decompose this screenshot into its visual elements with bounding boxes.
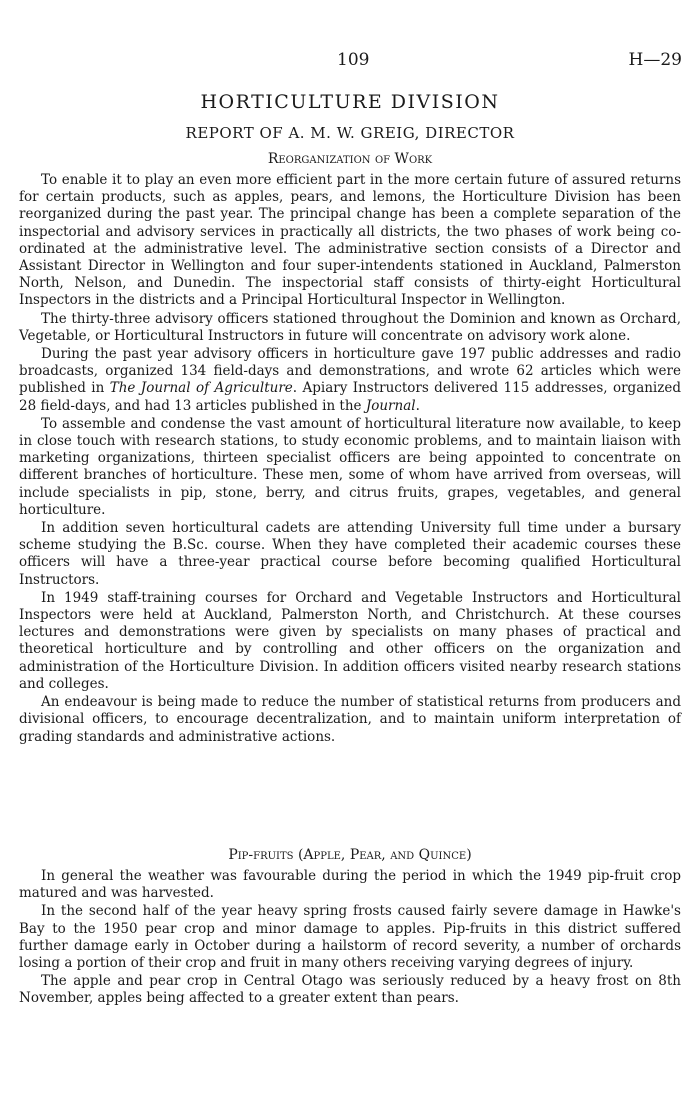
journal-title: The Journal of Agriculture (109, 380, 293, 397)
paragraph: In general the weather was favourable during the period in which the 1949 pip-fruit crop matured and was harvested. (19, 868, 681, 902)
report-subtitle: REPORT OF A. M. W. GREIG, DIRECTOR (185, 124, 515, 142)
paragraph: The apple and pear crop in Central Otago was seriously reduced by a heavy frost on 8th November, apples being affected to a greater extent than pears. (19, 973, 681, 1007)
paragraph: To enable it to play an even more efficient part in the more certain future of assured returns for certain products, such as apples, pears, and lemons, the Horticulture Division has been reorganized during the past year. The principal change has been a complete separation of the inspectorial and advisory services in practically all districts, the two phases of work being co-ordinated at the administrative level. The administrative section consists of a Director and Assistant Director in Wellington and four super-intendents stationed in Auckland, Palmerston North, Nelson, and Dunedin. The inspectorial staff consists of thirty-eight Horticultural Inspectors in the districts and a Principal Horticultural Inspector in Wellington. (19, 172, 681, 309)
section-heading-reorganization: Reorganization of Work (267, 151, 433, 167)
page-header (0, 50, 700, 74)
paragraph: In the second half of the year heavy spring frosts caused fairly severe damage in Hawke's Bay to the 1950 pear crop and minor damage to apples. Pip-fruits in this district suffered further damage early in October during a hailstorm of record severity, a number of orchards losing a portion of their crop and fruit in many others receiving varying degrees of injury. (19, 903, 681, 972)
paragraph: The thirty-three advisory officers stationed throughout the Dominion and known as Orchard, Vegetable, or Horticultural Instructors in future will concentrate on advisory work alone. (19, 310, 681, 344)
paragraph: To assemble and condense the vast amount of horticultural literature now available, to keep in close touch with research stations, to study economic problems, and to maintain liaison with marketing organizations, thirteen specialist officers are being appointed to concentrate on different branches of horticulture. These men, some of whom have arrived from overseas, will include specialists in pip, stone, berry, and citrus fruits, grapes, vegetables, and general horticulture. (19, 415, 681, 518)
division-title: HORTICULTURE DIVISION (200, 91, 500, 113)
paragraph: In 1949 staff-training courses for Orchard and Vegetable Instructors and Horticultural Inspectors were held at Auckland, Palmerston North, and Christchurch. At these courses lectures and demonstrations were given by specialists on many phases of practical and theoretical horticulture and by controlling and other officers on the organization and administration of the Horticulture Division. In addition officers visited nearby research stations and colleges. (19, 589, 681, 692)
section-body-pip-fruits (19, 868, 681, 1008)
paragraph: In addition seven horticultural cadets are attending University full time under a bursary scheme studying the B.Sc. course. When they have completed their academic courses these officers will have a three-year practical course before becoming qualified Horticultural Instructors. (19, 520, 681, 588)
journal-title-short: Journal (365, 397, 416, 414)
page-number: 109 (337, 50, 370, 70)
paragraph: An endeavour is being made to reduce the number of statistical returns from producers and divisional officers, to encourage decentralization, and to maintain uniform interpretation of grading standards and administrative actions. (19, 694, 681, 745)
section-heading-pip-fruits: Pip-fruits (Apple, Pear, and Quince) (228, 847, 472, 863)
paragraph-advisory-activities (19, 346, 681, 415)
section-body-reorganization (19, 172, 681, 746)
paragraph-text: . (415, 397, 420, 414)
paragraph-text: . Apiary Instructors delivered 115 addresses, organized 28 field-days, and had 13 articles published in the (19, 380, 681, 414)
paragraph-text: During the past year advisory officers in horticulture gave 197 public addresses and radio broadcasts, organized 134 field-days and demonstrations, and wrote 62 articles which were published in (19, 346, 681, 397)
page-reference: H—29 (628, 50, 682, 70)
